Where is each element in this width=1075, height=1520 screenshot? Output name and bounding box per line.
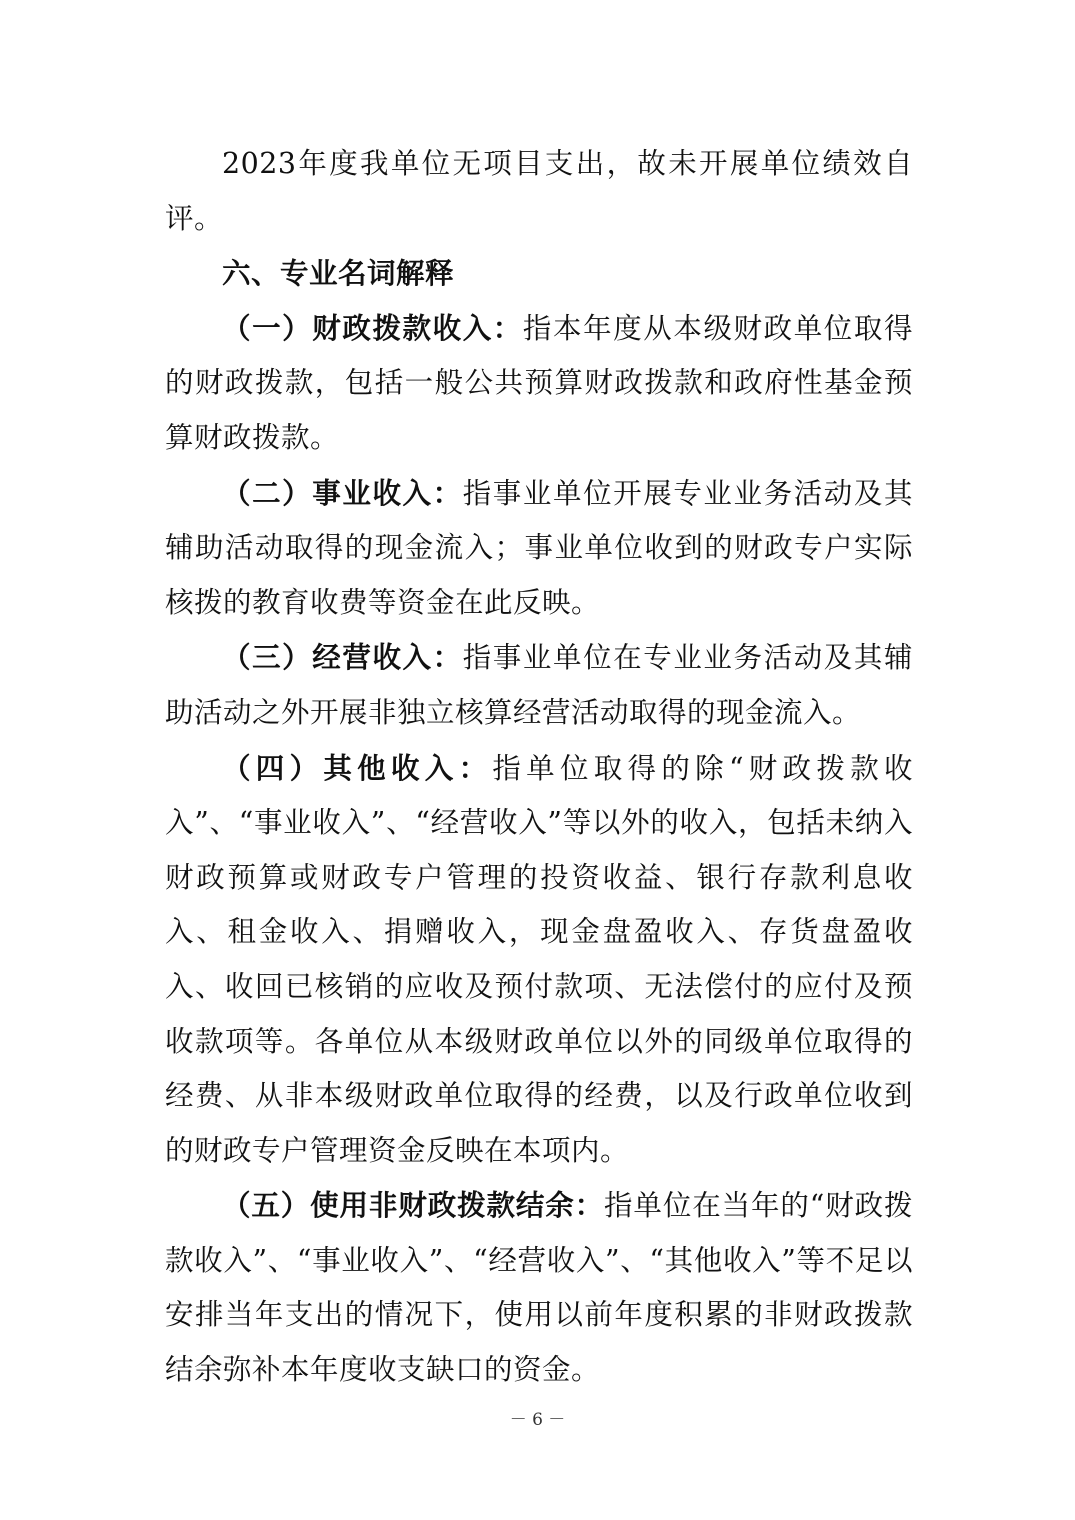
definition-business-income: [165, 466, 913, 631]
definition-text: 指本年度从本级财政单位取得的财政拨款，包括一般公共预算财政拨款和政府性基金预算财政拨款。: [165, 311, 913, 454]
definition-text: 指事业单位开展专业业务活动及其辅助活动取得的现金流入；事业单位收到的财政专户实际核拨的教育收费等资金在此反映。: [165, 476, 913, 619]
definition-text: 指事业单位在专业业务活动及其辅助活动之外开展非独立核算经营活动取得的现金流入。: [165, 641, 913, 729]
paragraph-no-project-expenditure: [165, 137, 913, 246]
definition-term: （一）财政拨款收入：: [222, 310, 523, 345]
definition-non-fiscal-balance-use: [165, 1178, 913, 1397]
section-heading: [165, 246, 913, 301]
definition-other-income: [165, 741, 913, 1179]
definition-text: 指单位在当年的“财政拨款收入”、“事业收入”、“经营收入”、“其他收入”等不足以安排当年支出的情况下，使用以前年度积累的非财政拨款结余弥补本年度收支缺口的资金。: [165, 1189, 913, 1387]
document-body: [165, 137, 913, 1398]
definition-term: （三）经营收入：: [222, 640, 463, 675]
definition-operating-income: [165, 630, 913, 740]
paragraph-text: 2023年度我单位无项目支出，故未开展单位绩效自评。: [165, 147, 913, 235]
definition-term: （二）事业收入：: [222, 475, 463, 510]
definition-fiscal-appropriation-income: [165, 301, 913, 466]
definition-term: （四）其他收入：: [222, 750, 493, 785]
section-heading-text: 六、专业名词解释: [222, 256, 455, 291]
definition-text: 指单位取得的除“财政拨款收入”、“事业收入”、“经营收入”等以外的收入，包括未纳入财政预算或财政专户管理的投资收益、银行存款利息收入、租金收入、捐赠收入，现金盘盈收入、存货盘盈收入、收回已核销的应收及预付款项、无法偿付的应付及预收款项等。各单位从本级财政单位以外的同级单位取得的经费、从非本级财政单位取得的经费，以及行政单位收到的财政专户管理资金反映在本项内。: [165, 751, 913, 1167]
definition-term: （五）使用非财政拨款结余：: [222, 1188, 605, 1223]
page-number: － 6 －: [509, 1410, 566, 1430]
